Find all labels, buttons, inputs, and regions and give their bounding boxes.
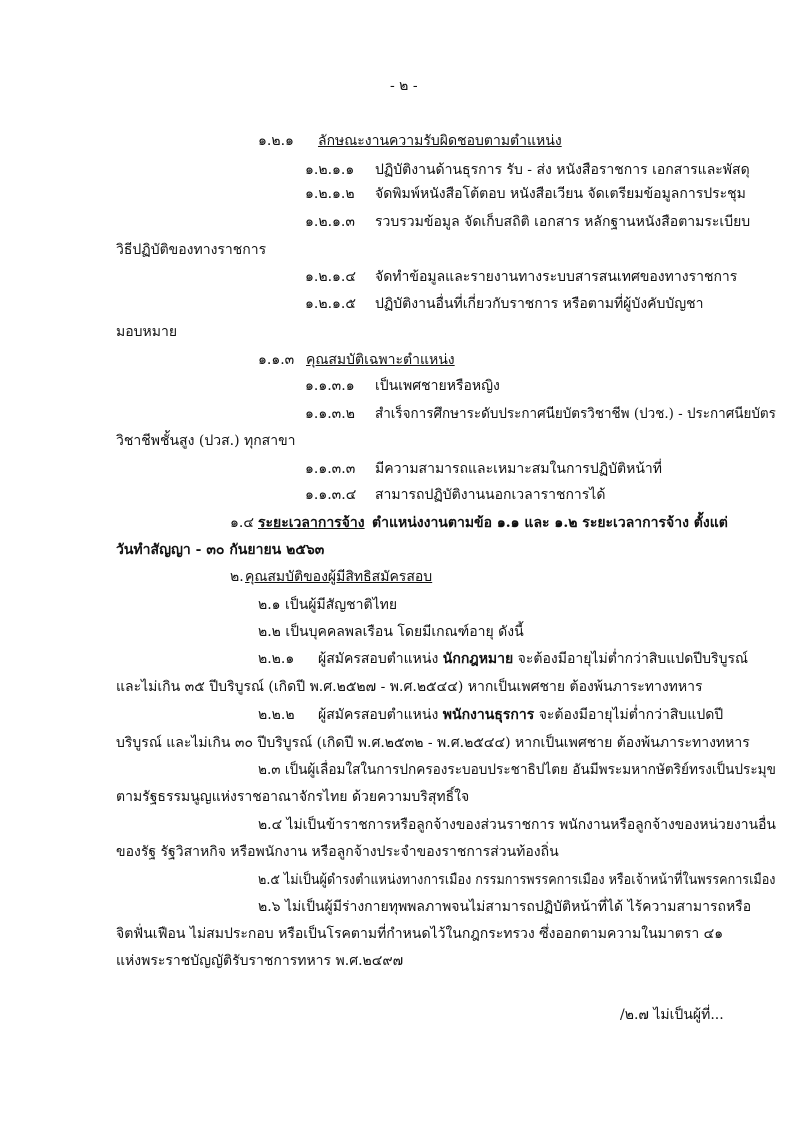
- item-rest: จะต้องมีอายุไม่ต่ำกว่าสิบแปดปี: [538, 707, 724, 723]
- item-rest: จะต้องมีอายุไม่ต่ำกว่าสิบแปดปีบริบูรณ์: [517, 651, 748, 667]
- item-2-6: ๒.๖ ไม่เป็นผู้มีร่างกายทุพพลภาพจนไม่สามารถปฏิบัติหน้าที่ได้ ไร้ความสามารถหรือ: [258, 899, 752, 915]
- item-continuation: ของรัฐ รัฐวิสาหกิจ หรือพนักงาน หรือลูกจ้างประจำของราชการส่วนท้องถิ่น: [116, 844, 559, 860]
- position-name: พนักงานธุรการ: [442, 707, 535, 723]
- next-page-ref: /๒.๗ ไม่เป็นผู้ที่...: [620, 1007, 724, 1023]
- section-2-heading: คุณสมบัติของผู้มีสิทธิสมัครสอบ: [245, 569, 433, 585]
- item-2-2-1-line: [318, 649, 748, 669]
- section-1-4-heading: ระยะเวลาการจ้าง: [258, 515, 365, 531]
- page-number: - ๒ -: [390, 78, 418, 94]
- item-text: ปฏิบัติงานอื่นที่เกี่ยวกับราชการ หรือตามที่ผู้บังคับบัญชา: [375, 296, 704, 312]
- item-number: ๒.๒.๒: [258, 707, 295, 723]
- item-lead: ผู้สมัครสอบตำแหน่ง: [318, 651, 439, 667]
- item-number: ๒.๒.๑: [258, 651, 295, 667]
- item-number: ๑.๒.๑.๓: [305, 214, 355, 230]
- item-2-5: ๒.๕ ไม่เป็นผู้ดำรงตำแหน่งทางการเมือง กรรมการพรรคการเมือง หรือเจ้าหน้าที่ในพรรคการเมือง: [258, 872, 776, 888]
- item-number: ๑.๒.๑.๔: [305, 269, 356, 285]
- item-text: รวบรวมข้อมูล จัดเก็บสถิติ เอกสาร หลักฐานหนังสือตามระเบียบ: [375, 214, 751, 230]
- item-2-4: ๒.๔ ไม่เป็นข้าราชการหรือลูกจ้างของส่วนราชการ พนักงานหรือลูกจ้างของหน่วยงานอื่น: [258, 817, 776, 833]
- item-continuation: มอบหมาย: [116, 324, 178, 340]
- item-continuation: บริบูรณ์ และไม่เกิน ๓๐ ปีบริบูรณ์ (เกิดปี พ.ศ.๒๕๓๒ - พ.ศ.๒๕๔๔) หากเป็นเพศชาย ต้องพ้นภาระทางทหาร: [116, 735, 750, 751]
- item-2-3: ๒.๓ เป็นผู้เลื่อมใสในการปกครองระบอบประชาธิปไตย อันมีพระมหากษัตริย์ทรงเป็นประมุข: [258, 762, 776, 778]
- section-1-4-text: ตำแหน่งงานตามข้อ ๑.๑ และ ๑.๒ ระยะเวลาการจ้าง ตั้งแต่: [372, 515, 728, 531]
- item-number: ๑.๑.๓.๔: [305, 487, 357, 503]
- section-2-number: ๒.: [230, 569, 244, 585]
- item-continuation: ตามรัฐธรรมนูญแห่งราชอาณาจักรไทย ด้วยความบริสุทธิ์ใจ: [116, 789, 470, 805]
- item-number: ๑.๒.๑.๕: [305, 296, 356, 312]
- item-text: สามารถปฏิบัติงานนอกเวลาราชการได้: [375, 487, 606, 503]
- item-2-2-2-line: [318, 705, 723, 725]
- item-text: สำเร็จการศึกษาระดับประกาศนียบัตรวิชาชีพ (ปวช.) - ประกาศนียบัตร: [375, 406, 776, 422]
- item-continuation: จิตฟั่นเฟือน ไม่สมประกอบ หรือเป็นโรคตามที่กำหนดไว้ในกฎกระทรวง ซึ่งออกตามความในมาตรา ๔๑: [116, 926, 724, 942]
- item-text: ปฏิบัติงานด้านธุรการ รับ - ส่ง หนังสือราชการ เอกสารและพัสดุ: [375, 162, 750, 178]
- section-1-2-1-heading: ลักษณะงานความรับผิดชอบตามตำแหน่ง: [318, 133, 562, 149]
- item-continuation: วิชาชีพชั้นสูง (ปวส.) ทุกสาขา: [116, 433, 296, 449]
- item-number: ๑.๒.๑.๑: [305, 162, 355, 178]
- item-text: จัดทำข้อมูลและรายงานทางระบบสารสนเทศของทางราชการ: [375, 269, 738, 285]
- item-text: จัดพิมพ์หนังสือโต้ตอบ หนังสือเวียน จัดเตรียมข้อมูลการประชุม: [375, 186, 746, 202]
- item-continuation: และไม่เกิน ๓๕ ปีบริบูรณ์ (เกิดปี พ.ศ.๒๕๒๗ - พ.ศ.๒๕๔๔) หากเป็นเพศชาย ต้องพ้นภาระทางทหาร: [116, 679, 703, 695]
- section-1-1-3-heading: คุณสมบัติเฉพาะตำแหน่ง: [306, 352, 455, 368]
- item-2-2: ๒.๒ เป็นบุคคลพลเรือน โดยมีเกณฑ์อายุ ดังนี้: [258, 624, 524, 640]
- item-text: เป็นเพศชายหรือหญิง: [375, 378, 500, 394]
- section-1-1-3-number: ๑.๑.๓: [258, 352, 295, 368]
- section-1-4-number: ๑.๔: [230, 515, 254, 531]
- item-number: ๑.๒.๑.๒: [305, 186, 355, 202]
- item-continuation: แห่งพระราชบัญญัติรับราชการทหาร พ.ศ.๒๔๙๗: [116, 953, 404, 969]
- item-lead: ผู้สมัครสอบตำแหน่ง: [318, 707, 439, 723]
- section-1-2-1-number: ๑.๒.๑: [258, 133, 294, 149]
- item-number: ๑.๑.๓.๑: [305, 378, 355, 394]
- position-name: นักกฎหมาย: [442, 651, 514, 667]
- section-1-4-continuation: วันทำสัญญา - ๓๐ กันยายน ๒๕๖๓: [116, 542, 325, 558]
- item-number: ๑.๑.๓.๒: [305, 406, 355, 422]
- item-continuation: วิธีปฏิบัติของทางราชการ: [116, 242, 267, 258]
- item-text: มีความสามารถและเหมาะสมในการปฏิบัติหน้าที่: [375, 461, 662, 477]
- item-number: ๑.๑.๓.๓: [305, 461, 356, 477]
- item-2-1: ๒.๑ เป็นผู้มีสัญชาติไทย: [258, 597, 398, 613]
